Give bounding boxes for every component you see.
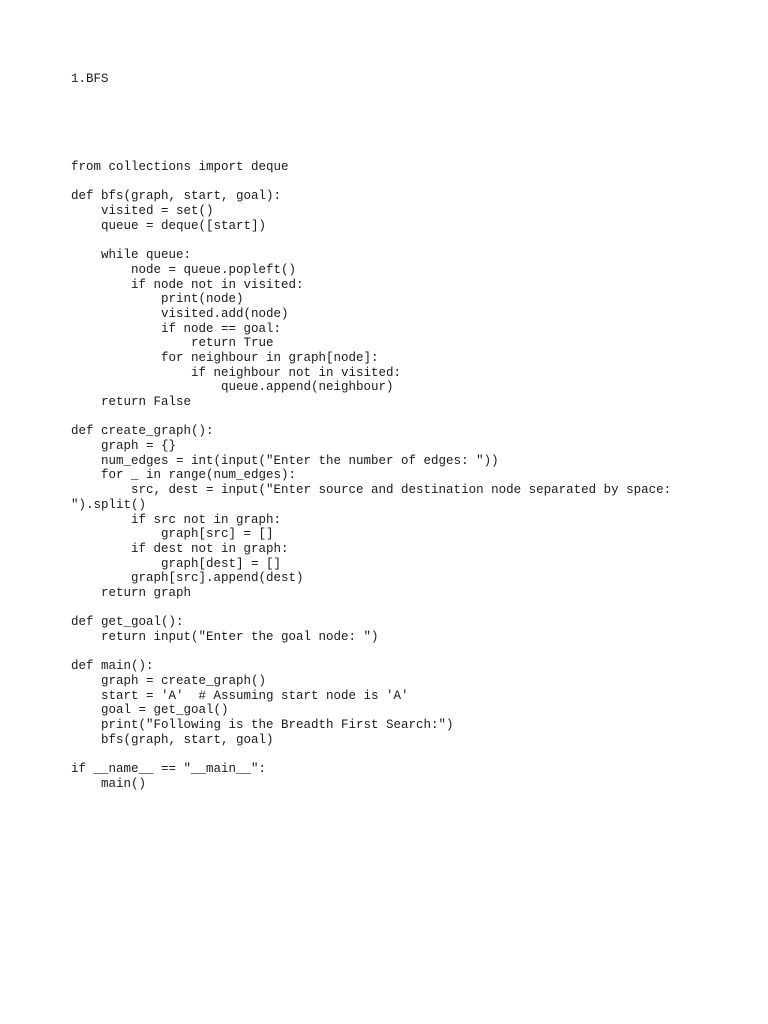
code-line: goal = get_goal() xyxy=(71,703,229,718)
code-line xyxy=(71,645,711,660)
code-line xyxy=(71,410,711,425)
code-line: return graph xyxy=(71,585,192,600)
code-line: start = 'A' # Assuming start node is 'A' xyxy=(71,688,409,703)
code-line: ").split() xyxy=(71,497,147,512)
code-line: return False xyxy=(71,395,192,409)
document-heading: 1.BFS xyxy=(71,72,109,86)
code-line: graph = {} xyxy=(71,439,177,454)
code-line: def main(): xyxy=(71,659,154,674)
code-line: print(node) xyxy=(71,292,244,307)
code-line xyxy=(71,748,711,763)
code-line: bfs(graph, start, goal) xyxy=(71,732,274,747)
code-line: if dest not in graph: xyxy=(71,541,289,556)
code-line: for neighbour in graph[node]: xyxy=(71,350,379,365)
code-line: visited = set() xyxy=(71,204,214,219)
code-line: num_edges = int(input("Enter the number of edges: ")) xyxy=(71,453,499,468)
code-line: graph[src].append(dest) xyxy=(71,571,304,586)
code-line: return input("Enter the goal node: ") xyxy=(71,630,379,644)
code-line: print("Following is the Breadth First Search:") xyxy=(71,718,454,733)
code-line: from collections import deque xyxy=(71,160,289,174)
code-line: if __name__ == "__main__": xyxy=(71,762,267,777)
code-line xyxy=(71,175,711,190)
code-block xyxy=(71,160,711,792)
code-line: src, dest = input("Enter source and destination node separated by space: xyxy=(71,483,672,498)
code-line: queue = deque([start]) xyxy=(71,218,267,233)
code-line xyxy=(71,233,711,248)
code-line: def bfs(graph, start, goal): xyxy=(71,189,282,204)
code-line: graph = create_graph() xyxy=(71,674,267,689)
code-line: if neighbour not in visited: xyxy=(71,365,402,380)
code-line: def get_goal(): xyxy=(71,615,184,630)
code-line: main() xyxy=(71,776,147,791)
code-line: for _ in range(num_edges): xyxy=(71,468,297,483)
code-line: node = queue.popleft() xyxy=(71,262,297,277)
code-line: return True xyxy=(71,336,274,351)
code-line: def create_graph(): xyxy=(71,424,214,439)
code-line: if node == goal: xyxy=(71,321,282,336)
code-line: queue.append(neighbour) xyxy=(71,380,394,395)
code-line: if node not in visited: xyxy=(71,277,304,292)
code-line: visited.add(node) xyxy=(71,306,289,321)
code-line: while queue: xyxy=(71,248,192,263)
code-line: graph[src] = [] xyxy=(71,527,274,542)
code-line: if src not in graph: xyxy=(71,512,282,527)
code-line: graph[dest] = [] xyxy=(71,556,282,571)
code-line xyxy=(71,601,711,616)
